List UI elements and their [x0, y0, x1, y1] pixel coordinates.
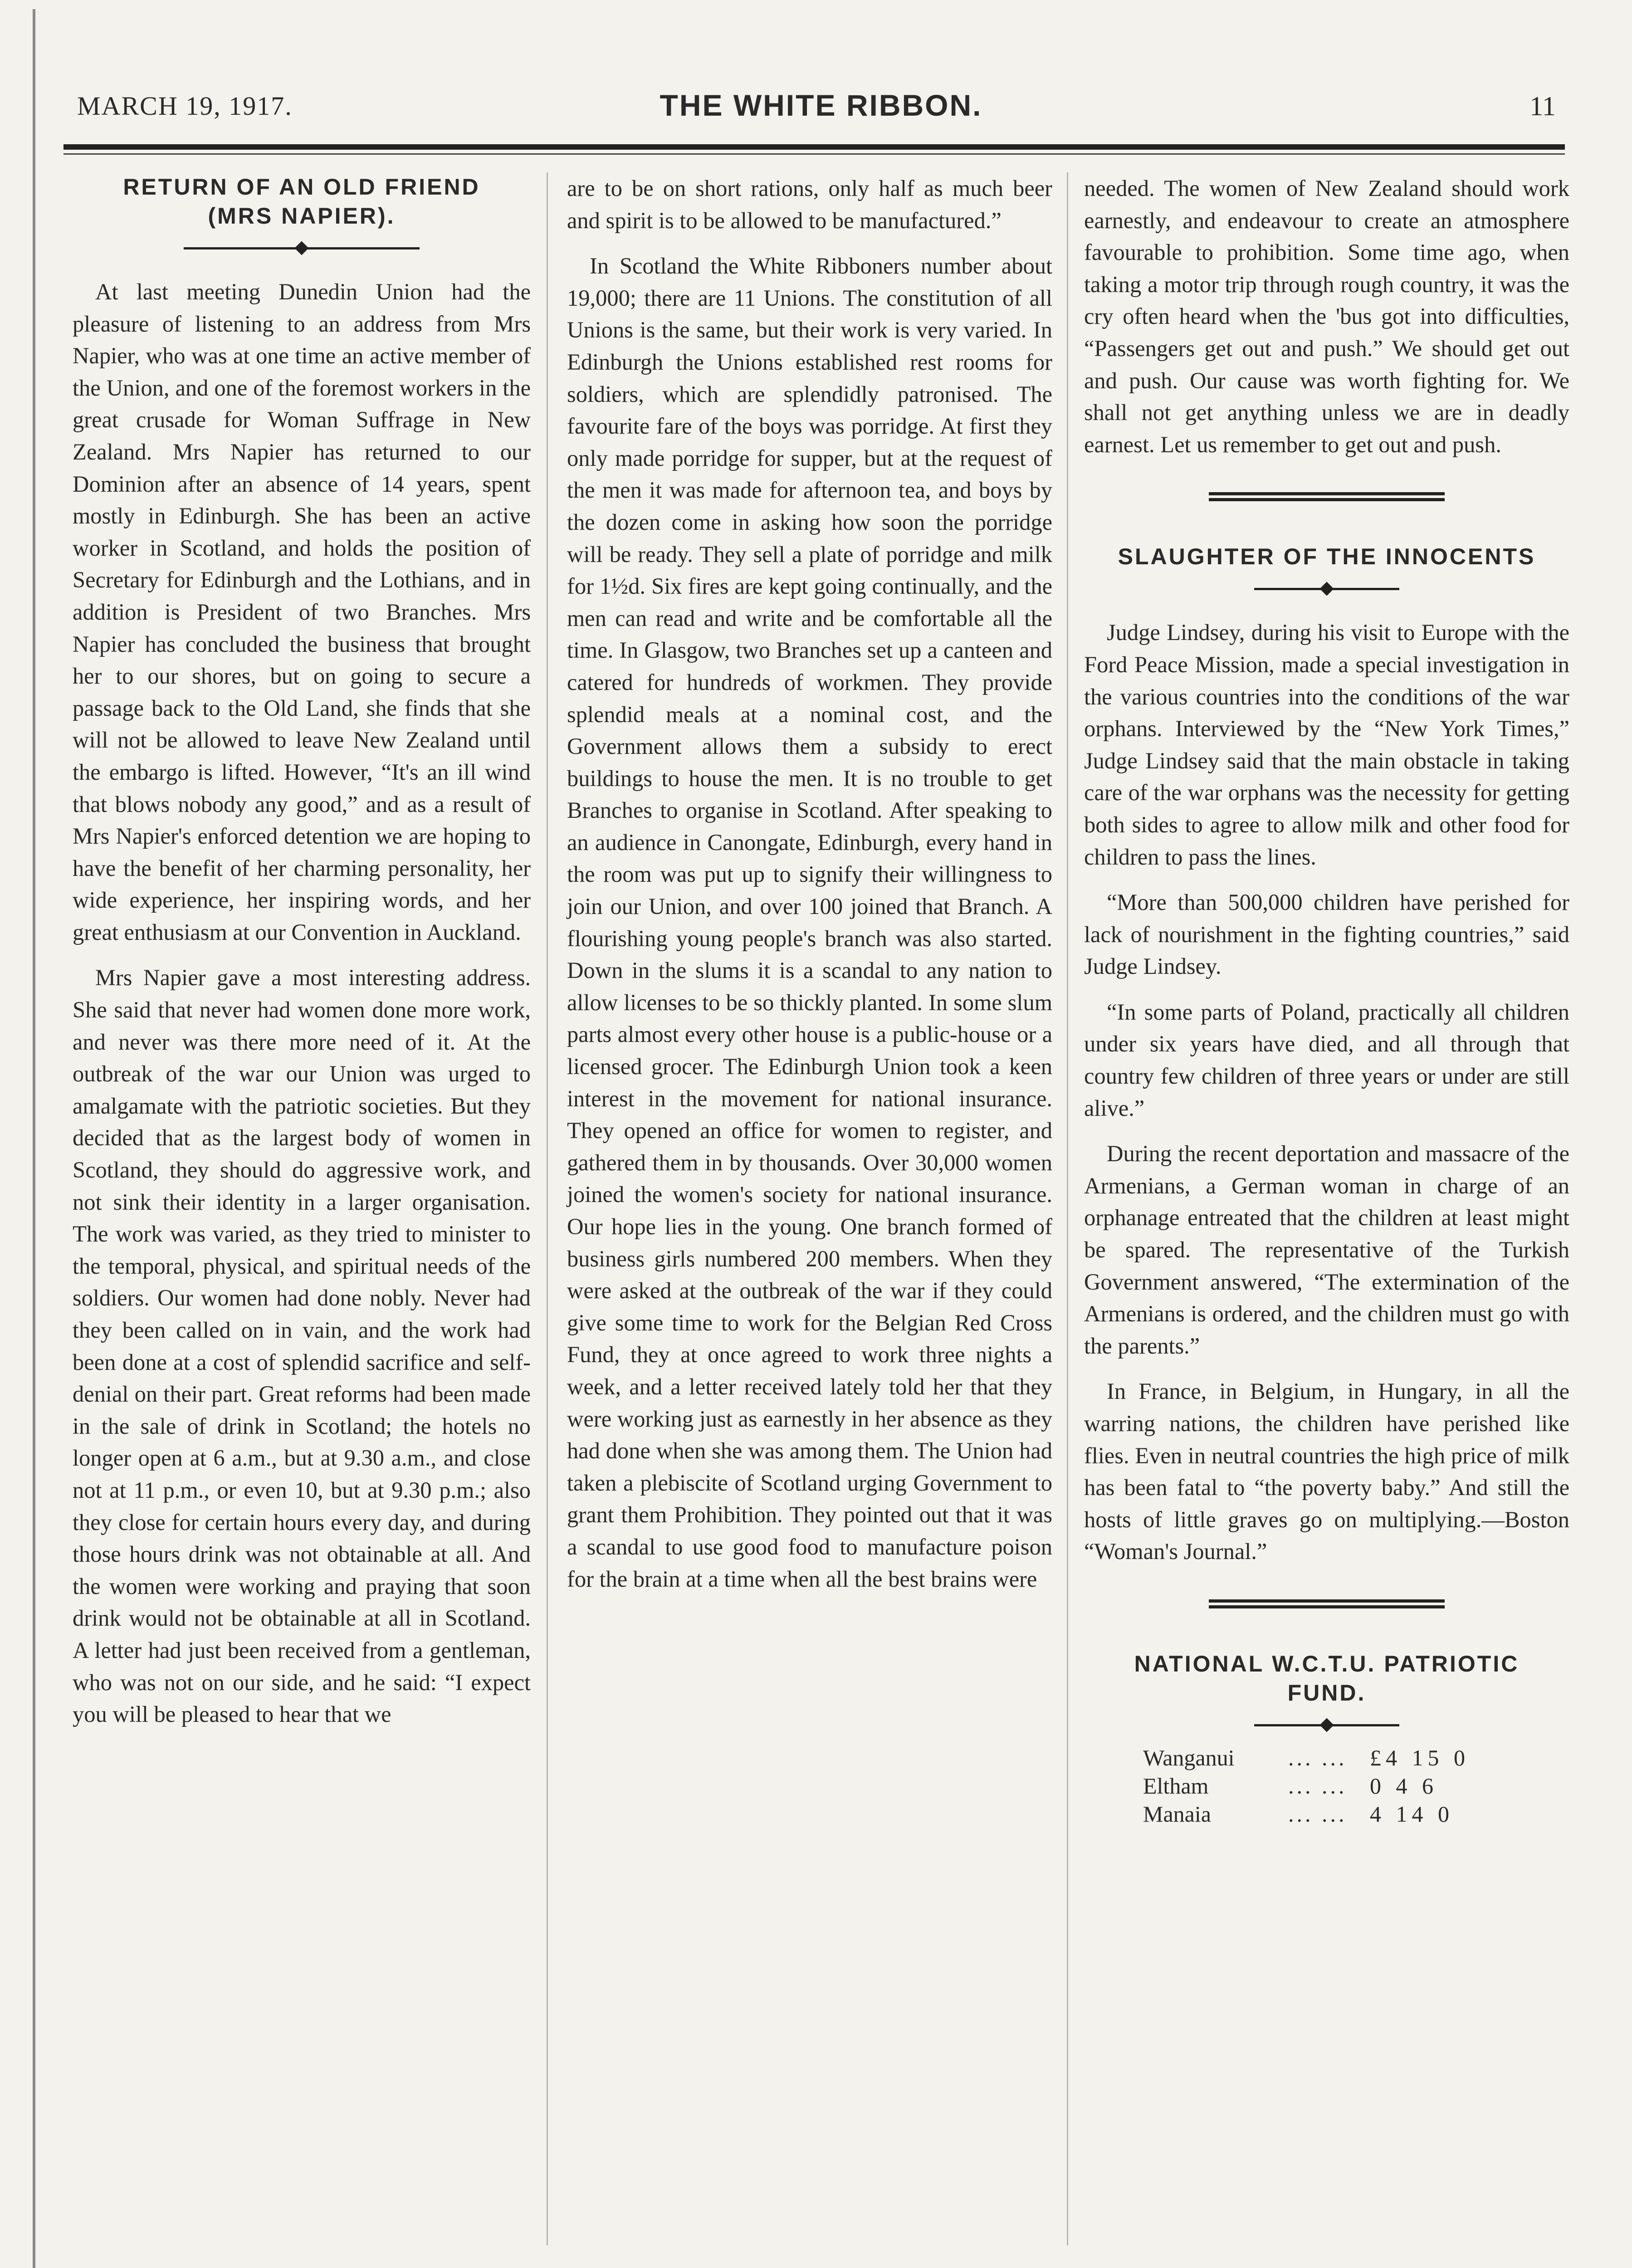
column-1 — [73, 172, 531, 1744]
column-3 — [1084, 172, 1569, 1828]
fund-amount: 4 14 0 — [1370, 1801, 1454, 1827]
masthead-title: THE WHITE RIBBON. — [660, 88, 982, 122]
fund-row — [1143, 1772, 1569, 1800]
fund-name: Eltham — [1143, 1773, 1209, 1799]
article-heading — [73, 172, 531, 230]
column-2 — [567, 172, 1052, 1608]
fund-list — [1084, 1744, 1569, 1828]
page-edge-line — [33, 9, 35, 2268]
fund-row — [1143, 1744, 1569, 1772]
column-divider — [1067, 172, 1068, 2245]
heading-line: (MRS NAPIER). — [208, 203, 396, 229]
column-divider — [547, 172, 548, 2245]
fund-leader: ... ... — [1288, 1773, 1347, 1799]
ornament-divider — [184, 241, 420, 255]
page-number: 11 — [1529, 91, 1556, 121]
heading-line: FUND. — [1287, 1680, 1366, 1706]
fund-row — [1143, 1800, 1569, 1828]
article-paragraph: “In some parts of Poland, practically all children under six years have died, and all through that country few children of three years or under are still alive.” — [1084, 999, 1569, 1121]
article-heading — [1084, 1649, 1569, 1707]
article-paragraph: During the recent deportation and massacre of the Armenians, a German woman in charge of an orphanage entreated that the children at least might be spared. The representative of the Turkish Government answered, “The extermination of the Armenians is ordered, and the children must go with the parents.” — [1084, 1141, 1569, 1359]
header-rule-thin — [64, 153, 1565, 155]
article-paragraph: are to be on short rations, only half as much beer and spirit is to be allowed to be manufactured.” — [567, 176, 1052, 233]
fund-name: Wanganui — [1143, 1745, 1235, 1770]
fund-name: Manaia — [1143, 1801, 1211, 1827]
article-paragraph: Judge Lindsey, during his visit to Europe with the Ford Peace Mission, made a special investigation in the various countries into the conditions of the war orphans. Interviewed by the “New York Times,” Judge Lindsey said that the main obstacle in taking care of the war orphans was the necessity for getting both sides to agree to allow milk and other food for children to pass the lines. — [1084, 620, 1569, 870]
section-divider — [1209, 492, 1445, 501]
section-divider — [1209, 1599, 1445, 1608]
ornament-divider — [1254, 1718, 1399, 1732]
article-paragraph: In Scotland the White Ribboners number about 19,000; there are 11 Unions. The constitution of all Unions is the same, but their work is very varied. In Edinburgh the Unions established rest rooms for soldiers, which are splendidly patronised. The favourite fare of the boys was porridge. At first they only made porridge for supper, but at the request of the men it was made for afternoon tea, and boys by the dozen come in asking how soon the porridge will be ready. They sell a plate of porridge and milk for 1½d. Six fires are kept going continually, and the men can read and write and be comfortable all the time. In Glasgow, two Branches set up a canteen and catered for hundreds of workmen. They provide splendid meals at a nominal cost, and the Government allows them a subsidy to erect buildings to house the men. It is no trouble to get Branches to organise in Scotland. After speaking to an audience in Canongate, Edinburgh, every hand in the room was put up to signify their willingness to join our Union, and over 100 joined that Branch. A flourishing young people's branch was also started. Down in the slums it is a scandal to any nation to allow licenses to be so thickly planted. In some slum parts almost every other house is a public-house or a licensed grocer. The Edinburgh Union took a keen interest in the movement for national insurance. They opened an office for women to register, and gathered them in by thousands. Over 30,000 women joined the women's society for national insurance. Our hope lies in the young. One branch formed of business girls numbered 200 members. When they were asked at the outbreak of the war if they could give some time to work for the Belgian Red Cross Fund, they at once agreed to work three nights a week, and a letter received lately told her that they were working just as earnestly in her absence as they had done when she was among them. The Union had taken a plebiscite of Scotland urging Government to grant them Prohibition. They pointed out that it was a scandal to use good food to manufacture poison for the brain at a time when all the best brains were — [567, 253, 1052, 1592]
fund-amount: £4 15 0 — [1370, 1745, 1470, 1770]
fund-leader: ... ... — [1288, 1801, 1347, 1827]
issue-date: MARCH 19, 1917. — [77, 91, 293, 121]
article-paragraph: Mrs Napier gave a most interesting address. She said that never had women done more work, and never was there more need of it. At the outbreak of the war our Union was urged to amalgamate with the patriotic societies. But they decided that as the largest body of women in Scotland, they should do aggressive work, and not sink their identity in a larger organisation. The work was varied, as they tried to minister to the temporal, physical, and spiritual needs of the soldiers. Our women had done nobly. Never had they been called on in vain, and the work had been done at a cost of splendid sacrifice and self-denial on their part. Great reforms had been made in the sale of drink in Scotland; the hotels no longer open at 6 a.m., but at 9.30 a.m., and close not at 11 p.m., or even 10, but at 9.30 p.m.; also they close for certain hours every day, and during those hours drink was not obtainable at all. And the women were working and praying that soon drink would not be obtainable at all in Scotland. A letter had just been received from a gentleman, who was not on our side, and he said: “I expect you will be pleased to hear that we — [73, 965, 531, 1727]
heading-line: RETURN OF AN OLD FRIEND — [123, 174, 480, 200]
heading-line: NATIONAL W.C.T.U. PATRIOTIC — [1134, 1651, 1520, 1677]
article-heading: SLAUGHTER OF THE INNOCENTS — [1118, 544, 1536, 570]
article-paragraph: “More than 500,000 children have perished for lack of nourishment in the fighting countries,” said Judge Lindsey. — [1084, 890, 1569, 979]
page-header — [77, 88, 1565, 132]
header-rule — [64, 144, 1565, 150]
article-paragraph: At last meeting Dunedin Union had the pleasure of listening to an address from Mrs Napier, who was at one time an active member of the Union, and one of the foremost workers in the great crusade for Woman Suffrage in New Zealand. Mrs Napier has returned to our Dominion after an absence of 14 years, spent mostly in Edinburgh. She has been an active worker in Scotland, and holds the position of Secretary for Edinburgh and the Lothians, and in addition is President of two Branches. Mrs Napier has concluded the business that brought her to our shores, but on going to secure a passage back to the Old Land, she finds that she will not be allowed to leave New Zealand until the embargo is lifted. However, “It's an ill wind that blows nobody any good,” and as a result of Mrs Napier's enforced detention we are hoping to have the benefit of her charming personality, her wide experience, her inspiring words, and her great enthusiasm at our Convention in Auckland. — [73, 279, 531, 945]
ornament-divider — [1254, 582, 1399, 596]
fund-leader: ... ... — [1288, 1745, 1347, 1770]
article-paragraph: In France, in Belgium, in Hungary, in all the warring nations, the children have perished like flies. Even in neutral countries the high price of milk has been fatal to “the poverty baby.” And still the hosts of little graves go on multiplying.—Boston “Woman's Journal.” — [1084, 1378, 1569, 1564]
fund-amount: 0 4 6 — [1370, 1773, 1438, 1799]
article-paragraph: needed. The women of New Zealand should work earnestly, and endeavour to create an atmosphere favourable to prohibition. Some time ago, when taking a motor trip through rough country, it was the cry often heard when the 'bus got into difficulties, “Passengers get out and push.” We should get out and push. Our cause was worth fighting for. We shall not get anything unless we are in deadly earnest. Let us remember to get out and push. — [1084, 176, 1569, 457]
